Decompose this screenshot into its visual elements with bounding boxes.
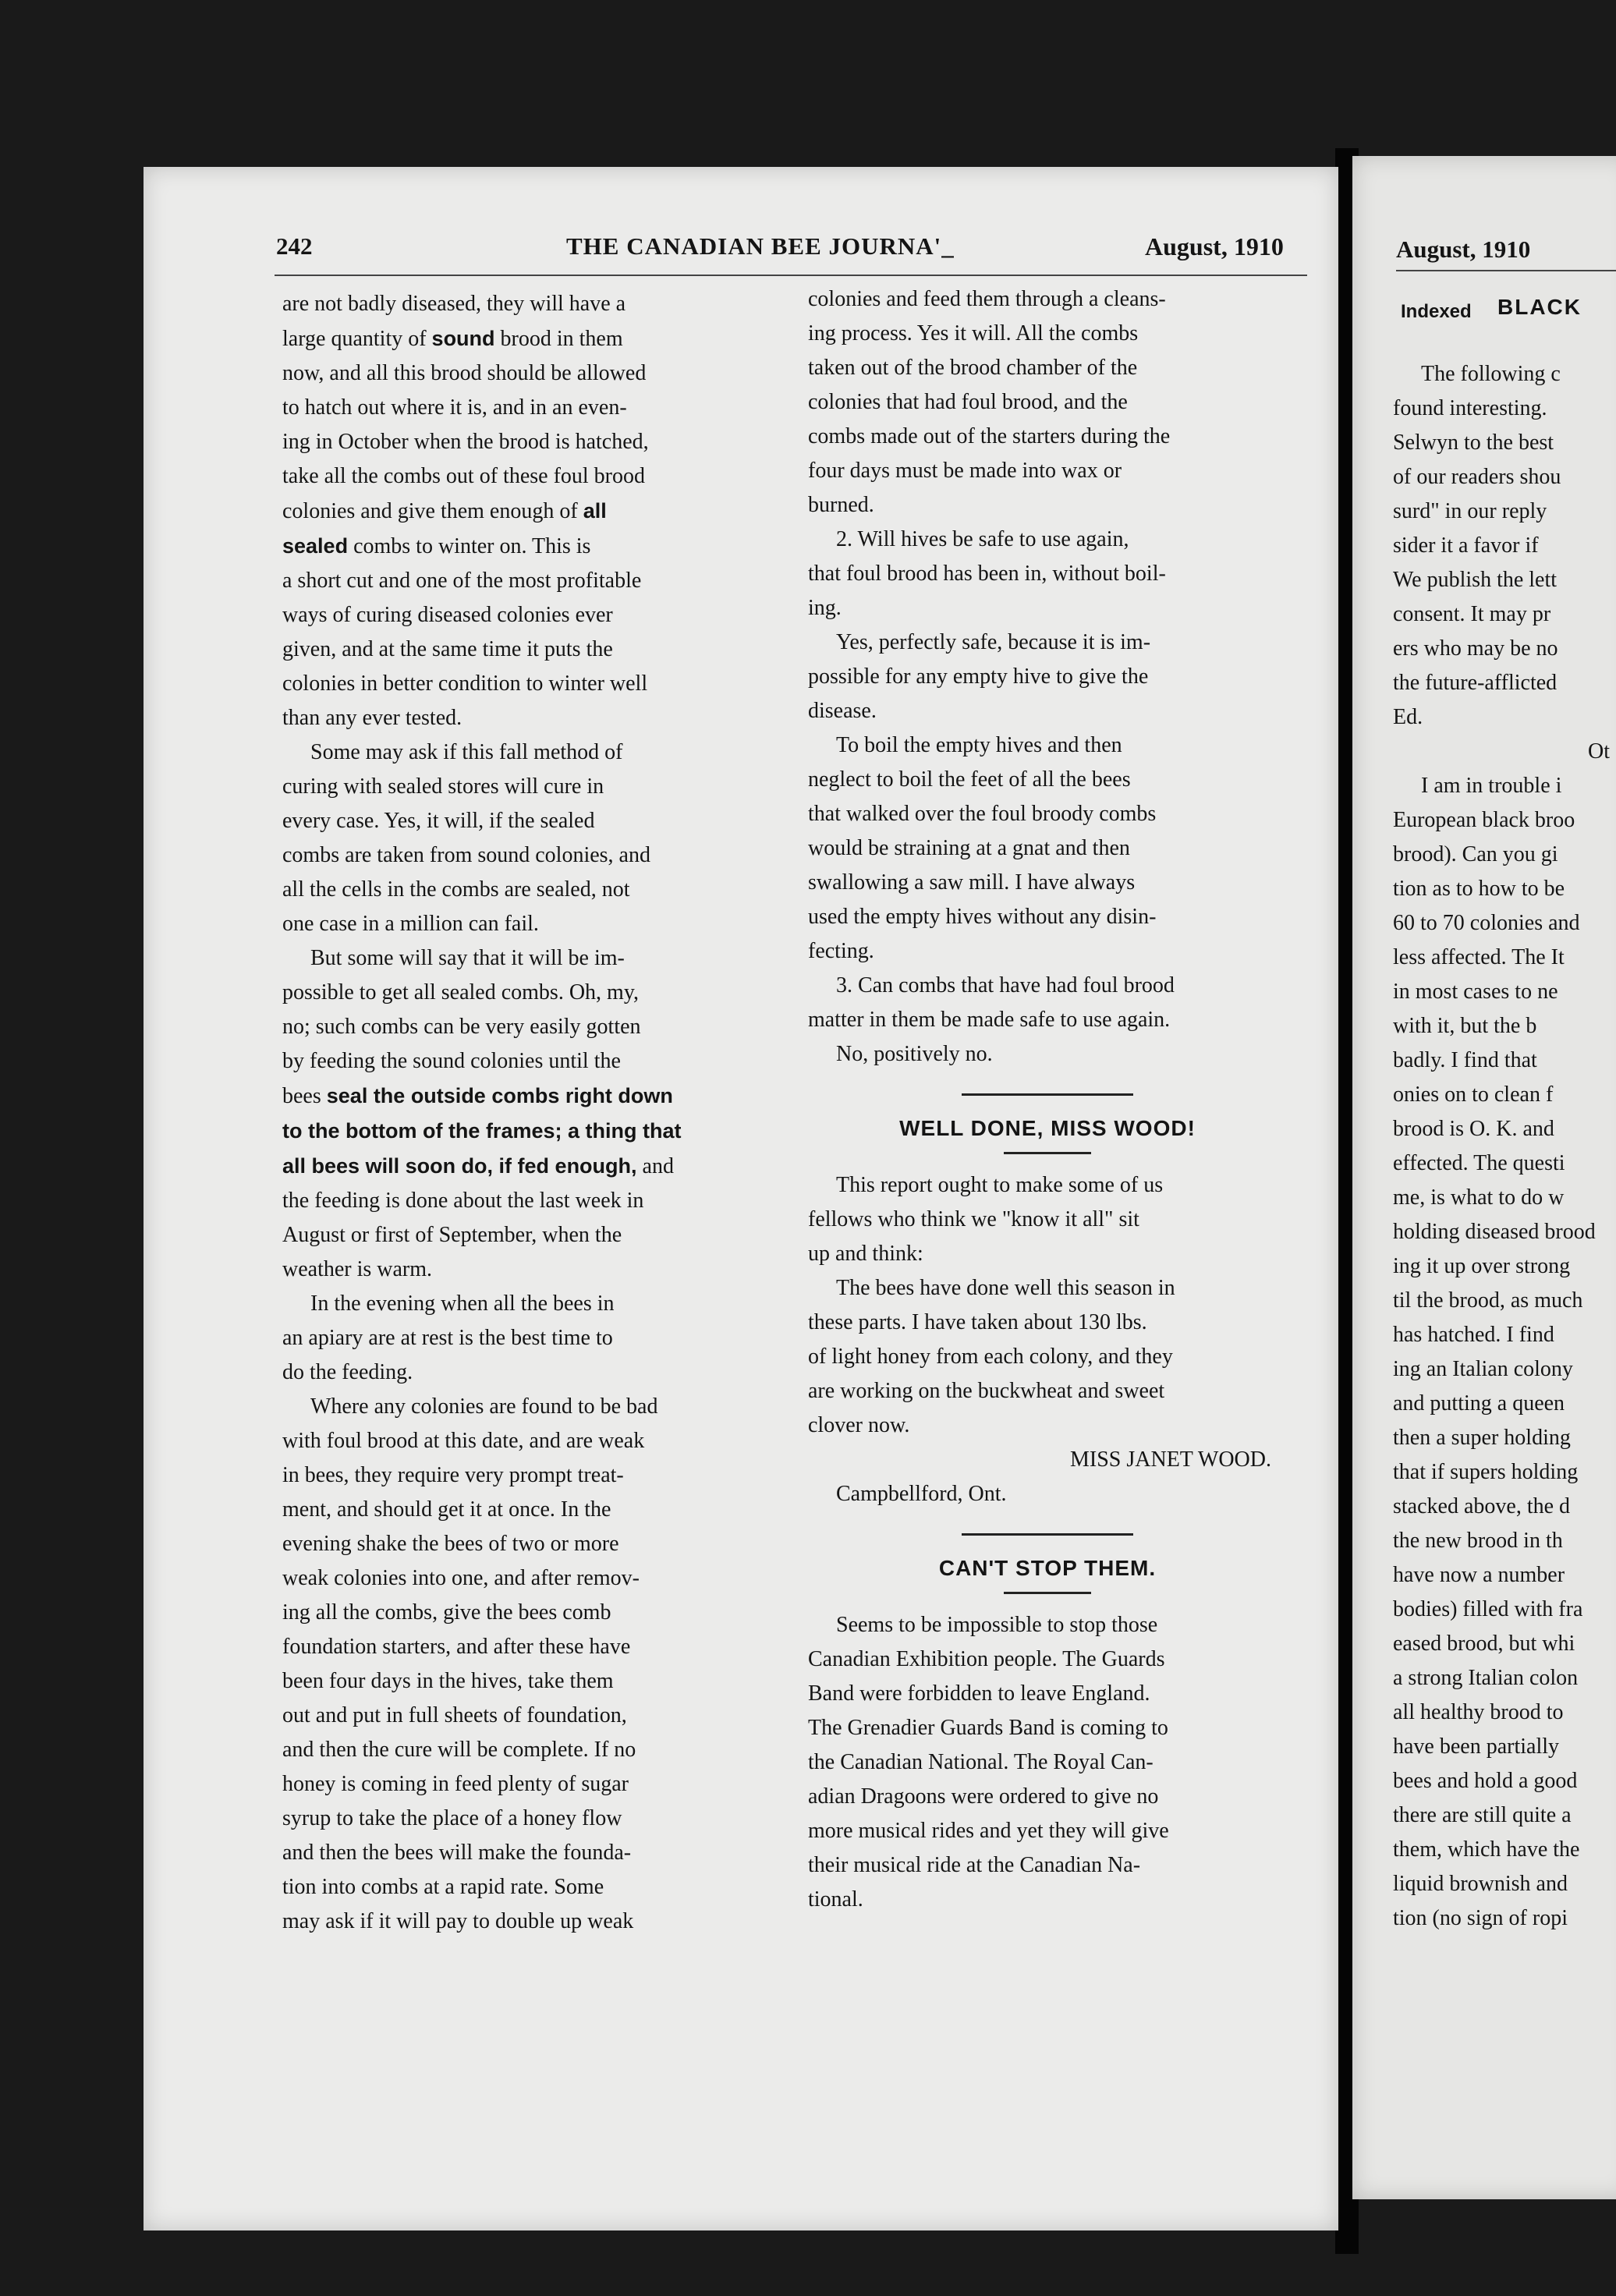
text-line: evening shake the bees of two or more: [282, 1532, 619, 1556]
text-line: swallowing a saw mill. I have always: [808, 870, 1136, 895]
text-line: We publish the lett: [1393, 568, 1558, 592]
text-line: found interesting.: [1393, 396, 1547, 420]
text-line: colonies in better condition to winter well: [282, 671, 648, 696]
bold-text: seal the outside combs right down: [326, 1084, 673, 1107]
text-line: are not badly diseased, they will have a: [282, 292, 626, 316]
bold-text: all bees will soon do, if fed enough,: [282, 1154, 637, 1178]
journal-title: THE CANADIAN BEE JOURNA'_: [566, 232, 955, 260]
text-line: Where any colonies are found to be bad: [310, 1394, 658, 1419]
text-line: Ed.: [1393, 705, 1423, 729]
text-line: four days must be made into wax or: [808, 459, 1122, 483]
text-line: surd" in our reply: [1393, 499, 1547, 523]
paragraph: [282, 735, 778, 941]
text-run: bees: [282, 1084, 321, 1108]
text-line: with foul brood at this date, and are weak: [282, 1429, 645, 1453]
text-line: ing.: [808, 596, 842, 620]
left-page: [144, 167, 1338, 2230]
right-page: [1352, 156, 1616, 2199]
text-line: taken out of the brood chamber of the: [808, 356, 1138, 380]
text-line: ing an Italian colony: [1393, 1357, 1573, 1381]
paragraph: [808, 625, 1287, 728]
text-line: there are still quite a: [1393, 1803, 1572, 1827]
text-line: neglect to boil the feet of all the bees: [808, 767, 1131, 792]
text-line: ing in October when the brood is hatched,: [282, 430, 649, 454]
section-rule: [962, 1093, 1133, 1096]
right-page-text: [1393, 357, 1616, 1936]
text-line: all healthy brood to: [1393, 1700, 1564, 1724]
text-line: take all the combs out of these foul brood: [282, 464, 645, 488]
text-line: weak colonies into one, and after remov-: [282, 1566, 640, 1590]
text-line: The following c: [1421, 362, 1561, 386]
text-line: honey is coming in feed plenty of sugar: [282, 1772, 629, 1796]
paragraph: [808, 969, 1287, 1037]
text-line: in most cases to ne: [1393, 980, 1558, 1004]
text-line: til the brood, as much: [1393, 1288, 1583, 1313]
text-line: burned.: [808, 493, 874, 517]
paragraph: [808, 282, 1287, 523]
text-line: a short cut and one of the most profitable: [282, 569, 642, 593]
text-line: tion into combs at a rapid rate. Some: [282, 1875, 604, 1899]
issue-date: August, 1910: [1396, 236, 1531, 263]
bold-text: sealed: [282, 534, 349, 558]
text-line: ing process. Yes it will. All the combs: [808, 321, 1139, 345]
text-line: more musical rides and yet they will give: [808, 1819, 1169, 1843]
text-line: onies on to clean f: [1393, 1082, 1554, 1107]
text-line: that walked over the foul broody combs: [808, 802, 1157, 826]
text-line: colonies that had foul brood, and the: [808, 390, 1128, 414]
right-column: [808, 282, 1287, 1917]
text-line: foundation starters, and after these have: [282, 1635, 631, 1659]
text-line: the feeding is done about the last week in: [282, 1189, 644, 1213]
text-line: in bees, they require very prompt treat-: [282, 1463, 624, 1487]
text-line: sider it a favor if: [1393, 533, 1539, 558]
text-line: No, positively no.: [836, 1042, 993, 1066]
text-line: Seems to be impossible to stop those: [836, 1613, 1158, 1637]
text-line: and then the cure will be complete. If no: [282, 1738, 636, 1762]
text-line: Canadian Exhibition people. The Guards: [808, 1647, 1165, 1671]
text-line: stacked above, the d: [1393, 1494, 1571, 1518]
text-line: of light honey from each colony, and they: [808, 1345, 1173, 1369]
text-run: colonies and give them enough of: [282, 499, 578, 523]
text-run: large quantity of: [282, 327, 427, 351]
paragraph: [282, 287, 778, 735]
text-line: [282, 1114, 778, 1149]
section-rule: [962, 1533, 1133, 1536]
text-line: have been partially: [1393, 1734, 1560, 1759]
text-line: matter in them be made safe to use again.: [808, 1008, 1171, 1032]
text-line: tion as to how to be: [1393, 877, 1565, 901]
text-line: consent. It may pr: [1393, 602, 1551, 626]
text-line: possible for any empty hive to give the: [808, 664, 1149, 689]
article-headline: WELL DONE, MISS WOOD!: [899, 1116, 1196, 1140]
text-line: syrup to take the place of a honey flow: [282, 1806, 622, 1830]
text-line: than any ever tested.: [282, 706, 462, 730]
text-line: adian Dragoons were ordered to give no: [808, 1784, 1159, 1809]
page-header: [144, 232, 1338, 271]
text-line: liquid brownish and: [1393, 1872, 1568, 1896]
text-line: [282, 321, 778, 356]
text-line: Ot: [1588, 739, 1610, 764]
text-line: To boil the empty hives and then: [836, 733, 1122, 757]
text-line: clover now.: [808, 1413, 910, 1437]
text-line: [282, 494, 778, 529]
headline-rule: [1004, 1152, 1091, 1154]
text-line: fecting.: [808, 939, 874, 963]
text-line: of our readers shou: [1393, 465, 1561, 489]
text-line: to hatch out where it is, and in an even-: [282, 395, 627, 420]
text-line: fellows who think we "know it all" sit: [808, 1207, 1139, 1231]
text-line: the Canadian National. The Royal Can-: [808, 1750, 1154, 1774]
text-line: brood). Can you gi: [1393, 842, 1558, 866]
headline-rule: [1004, 1592, 1091, 1594]
text-line: August or first of September, when the: [282, 1223, 622, 1247]
paragraph: [282, 941, 778, 1287]
text-line: effected. The questi: [1393, 1151, 1565, 1175]
paragraph: [282, 1287, 778, 1390]
text-line: badly. I find that: [1393, 1048, 1537, 1072]
text-line: would be straining at a gnat and then: [808, 836, 1130, 860]
text-line: have now a number: [1393, 1563, 1565, 1587]
text-line: ment, and should get it at once. In the: [282, 1497, 611, 1522]
text-line: been four days in the hives, take them: [282, 1669, 614, 1693]
text-line: that if supers holding: [1393, 1460, 1579, 1484]
text-line: 60 to 70 colonies and: [1393, 911, 1580, 935]
text-line: with it, but the b: [1393, 1014, 1537, 1038]
text-run: brood in them: [500, 327, 623, 351]
indexed-stamp: Indexed: [1401, 301, 1472, 322]
text-line: bodies) filled with fra: [1393, 1597, 1583, 1621]
text-line: ing all the combs, give the bees comb: [282, 1600, 611, 1625]
text-line: [282, 1149, 778, 1184]
text-line: ers who may be no: [1393, 636, 1558, 661]
paragraph: [808, 1037, 1287, 1072]
paragraph: [808, 728, 1287, 969]
text-line: an apiary are at rest is the best time to: [282, 1326, 613, 1350]
text-line: ways of curing diseased colonies ever: [282, 603, 613, 627]
text-line: tional.: [808, 1887, 863, 1912]
bold-text: all: [583, 499, 607, 523]
text-line: all the cells in the combs are sealed, not: [282, 877, 630, 902]
text-line: the future-afflicted: [1393, 671, 1558, 695]
paragraph: [282, 1390, 778, 1939]
text-line: ing it up over strong: [1393, 1254, 1571, 1278]
text-line: then a super holding: [1393, 1426, 1571, 1450]
left-column: [282, 287, 778, 1939]
bold-text: sound: [431, 327, 495, 350]
place-line: Campbellford, Ont.: [836, 1482, 1007, 1506]
page-number: 242: [276, 232, 313, 260]
text-line: weather is warm.: [282, 1257, 433, 1281]
text-line: every case. Yes, it will, if the sealed: [282, 809, 595, 833]
text-run: and: [642, 1154, 674, 1178]
text-line: But some will say that it will be im-: [310, 946, 625, 970]
text-line: Yes, perfectly safe, because it is im-: [836, 630, 1151, 654]
text-line: brood is O. K. and: [1393, 1117, 1554, 1141]
text-line: In the evening when all the bees in: [310, 1292, 615, 1316]
text-line: Band were forbidden to leave England.: [808, 1681, 1150, 1706]
text-line: colonies and feed them through a cleans-: [808, 287, 1166, 311]
text-line: me, is what to do w: [1393, 1185, 1565, 1210]
text-line: and then the bees will make the founda-: [282, 1841, 632, 1865]
text-line: no; such combs can be very easily gotten: [282, 1015, 641, 1039]
text-line: used the empty hives without any disin-: [808, 905, 1157, 929]
text-line: disease.: [808, 699, 877, 723]
text-line: the new brood in th: [1393, 1529, 1563, 1553]
paragraph: [808, 1608, 1287, 1917]
text-line: are working on the buckwheat and sweet: [808, 1379, 1165, 1403]
header-rule: [1396, 270, 1616, 271]
text-line: The bees have done well this season in: [836, 1276, 1175, 1300]
article-headline: CAN'T STOP THEM.: [938, 1556, 1157, 1580]
text-line: has hatched. I find: [1393, 1323, 1554, 1347]
article-headline: BLACK: [1497, 295, 1582, 319]
paragraph: [808, 523, 1287, 625]
text-line: one case in a million can fail.: [282, 912, 539, 936]
text-line: 2. Will hives be safe to use again,: [836, 527, 1129, 551]
text-line: a strong Italian colon: [1393, 1666, 1579, 1690]
text-line: [282, 1079, 778, 1114]
text-line: and putting a queen: [1393, 1391, 1565, 1416]
text-line: bees and hold a good: [1393, 1769, 1578, 1793]
text-line: these parts. I have taken about 130 lbs.: [808, 1310, 1147, 1334]
text-line: do the feeding.: [282, 1360, 413, 1384]
text-line: The Grenadier Guards Band is coming to: [808, 1716, 1168, 1740]
text-line: curing with sealed stores will cure in: [282, 774, 604, 799]
text-line: European black broo: [1393, 808, 1575, 832]
text-line: that foul brood has been in, without boil-: [808, 562, 1166, 586]
text-line: Some may ask if this fall method of: [310, 740, 623, 764]
signature: MISS JANET WOOD.: [1070, 1447, 1271, 1472]
header-rule: [275, 275, 1307, 276]
text-line: 3. Can combs that have had foul brood: [836, 973, 1175, 997]
text-line: This report ought to make some of us: [836, 1173, 1164, 1197]
text-line: their musical ride at the Canadian Na-: [808, 1853, 1141, 1877]
text-line: I am in trouble i: [1421, 774, 1562, 798]
text-line: combs are taken from sound colonies, and: [282, 843, 650, 867]
text-line: may ask if it will pay to double up weak: [282, 1909, 634, 1933]
text-line: now, and all this brood should be allowed: [282, 361, 647, 385]
text-line: less affected. The It: [1393, 945, 1565, 969]
text-line: possible to get all sealed combs. Oh, my,: [282, 980, 639, 1004]
paragraph: [808, 1271, 1287, 1443]
text-line: combs made out of the starters during the: [808, 424, 1171, 448]
text-line: up and think:: [808, 1242, 923, 1266]
text-line: Selwyn to the best: [1393, 430, 1554, 455]
text-line: tion (no sign of ropi: [1393, 1906, 1568, 1930]
issue-date: August, 1910: [1145, 232, 1284, 260]
text-line: out and put in full sheets of foundation,: [282, 1703, 627, 1727]
text-line: eased brood, but whi: [1393, 1632, 1575, 1656]
text-line: given, and at the same time it puts the: [282, 637, 613, 661]
paragraph: [808, 1168, 1287, 1271]
text-line: them, which have the: [1393, 1837, 1580, 1862]
text-line: [282, 529, 778, 564]
text-line: holding diseased brood: [1393, 1220, 1596, 1244]
bold-text: to the bottom of the frames; a thing that: [282, 1119, 682, 1143]
text-run: combs to winter on. This is: [353, 534, 591, 558]
text-line: by feeding the sound colonies until the: [282, 1049, 621, 1073]
